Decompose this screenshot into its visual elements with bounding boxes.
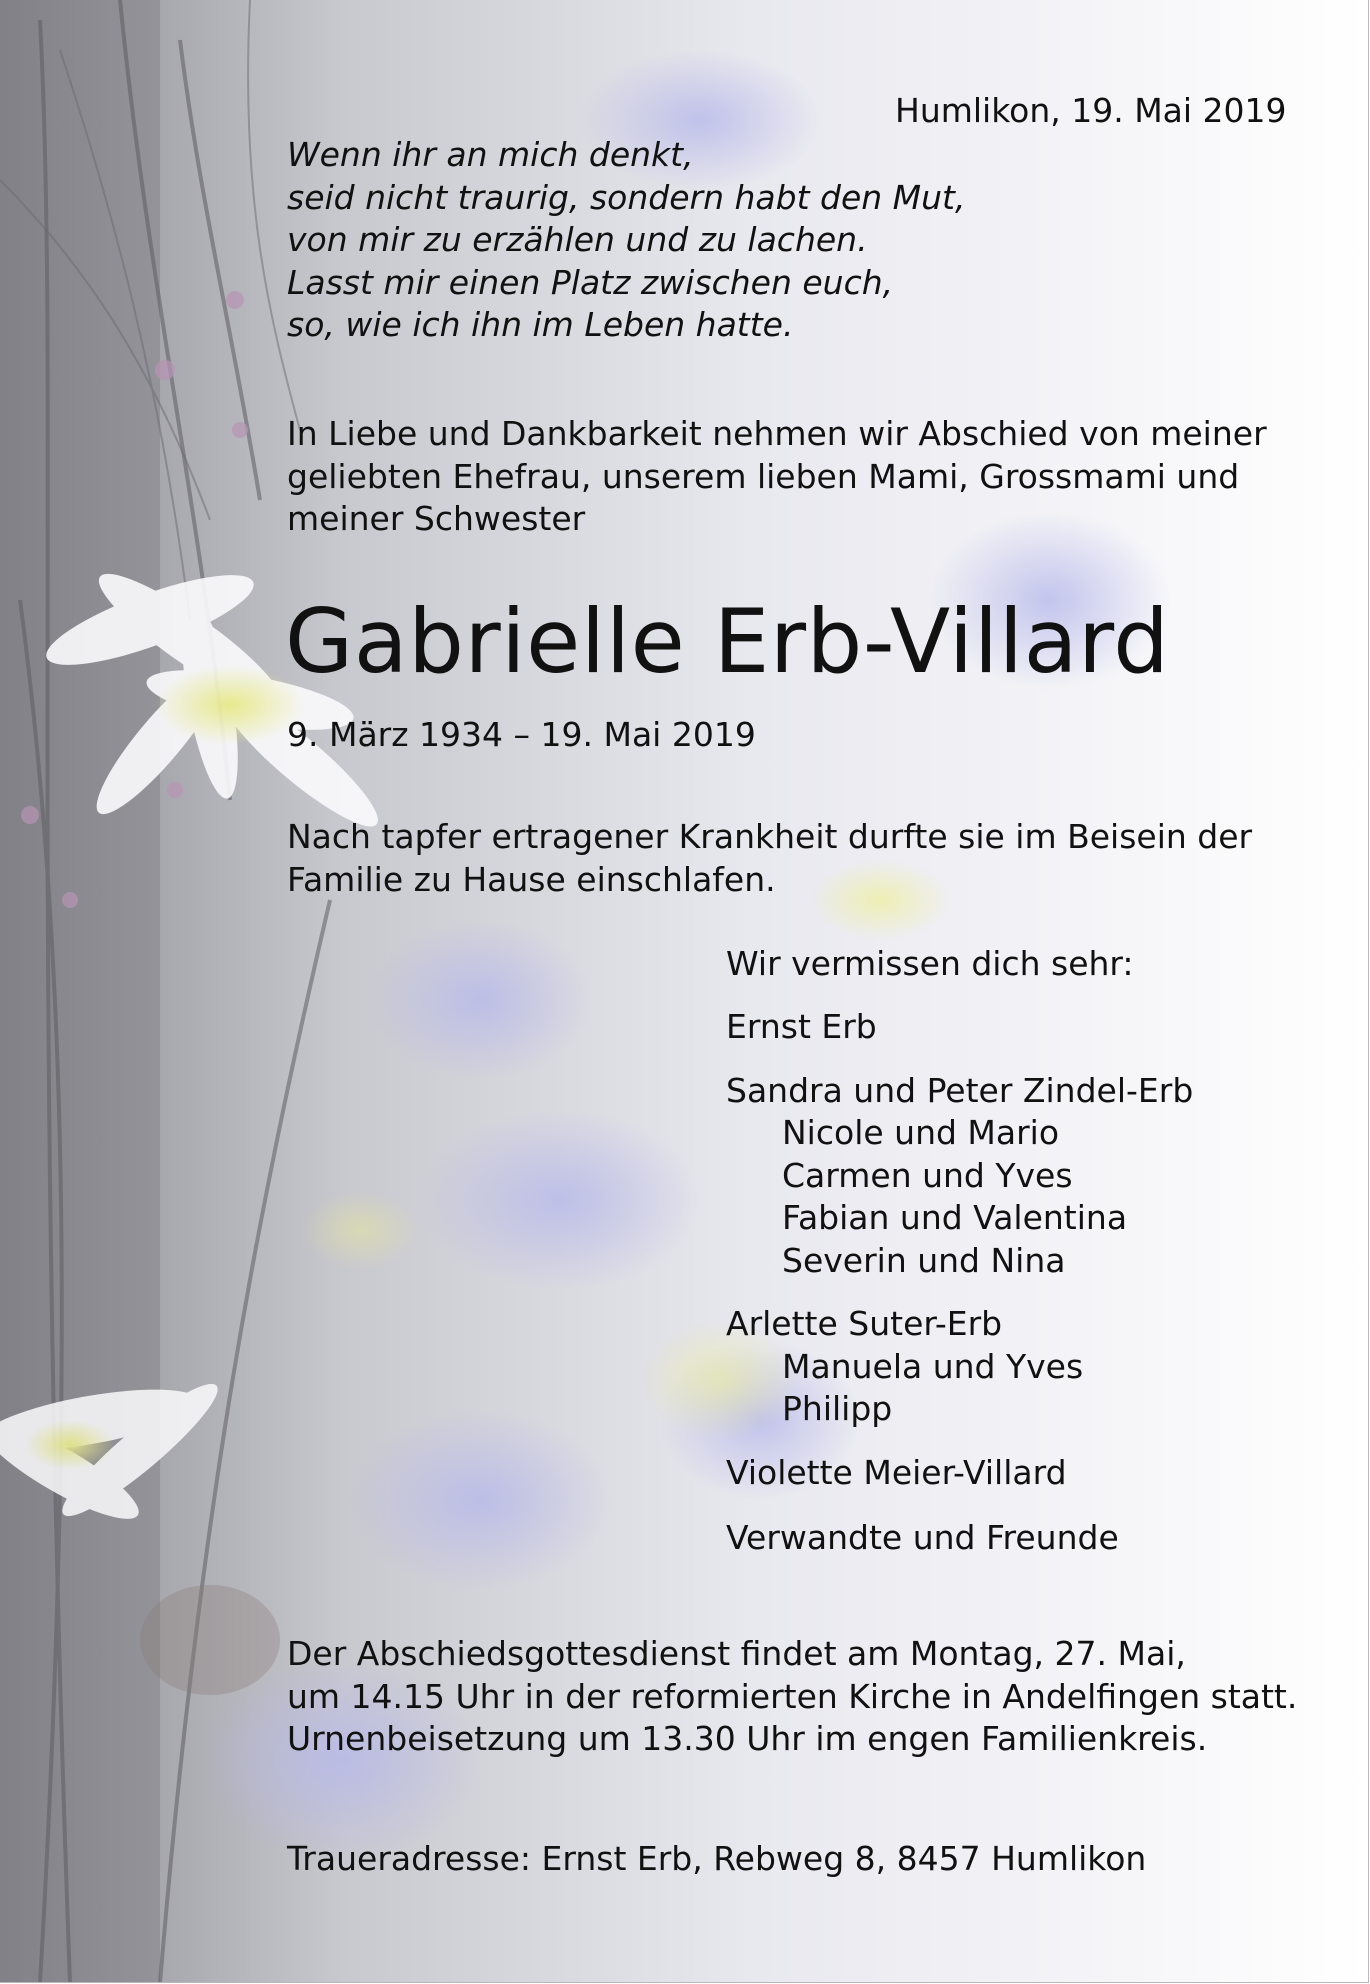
intro-line: In Liebe und Dankbarkeit nehmen wir Abschied von meiner bbox=[287, 414, 1267, 453]
service-line: um 14.15 Uhr in der reformierten Kirche in Andelfingen statt. bbox=[287, 1677, 1298, 1716]
poem-line: von mir zu erzählen und zu lachen. bbox=[287, 220, 868, 259]
poem-line: so, wie ich ihn im Leben hatte. bbox=[287, 305, 794, 344]
mourner-grandchild: Nicole und Mario bbox=[782, 1113, 1060, 1152]
mourning-address: Traueradresse: Ernst Erb, Rebweg 8, 8457 Humlikon bbox=[287, 1839, 1147, 1878]
intro-line: geliebten Ehefrau, unserem lieben Mami, Grossmami und bbox=[287, 457, 1240, 496]
poem-line: Lasst mir einen Platz zwischen euch, bbox=[287, 263, 894, 302]
mourner-grandchild: Severin und Nina bbox=[782, 1241, 1066, 1280]
mourners-heading: Wir vermissen dich sehr: bbox=[726, 944, 1134, 983]
service-line: Urnenbeisetzung um 13.30 Uhr im engen Familienkreis. bbox=[287, 1719, 1208, 1758]
mourner-grandchild: Manuela und Yves bbox=[782, 1347, 1084, 1386]
mourner-grandchild: Fabian und Valentina bbox=[782, 1198, 1128, 1237]
poem-line: Wenn ihr an mich denkt, bbox=[287, 135, 694, 174]
mourner-spouse: Ernst Erb bbox=[726, 1007, 877, 1046]
mourner-family: Arlette Suter-Erb bbox=[726, 1304, 1003, 1343]
place-date: Humlikon, 19. Mai 2019 bbox=[895, 91, 1287, 130]
mourner-grandchild: Carmen und Yves bbox=[782, 1156, 1073, 1195]
passing-line: Familie zu Hause einschlafen. bbox=[287, 860, 776, 899]
poem-line: seid nicht traurig, sondern habt den Mut, bbox=[287, 178, 966, 217]
mourner-family: Sandra und Peter Zindel-Erb bbox=[726, 1071, 1194, 1110]
mourner-others: Verwandte und Freunde bbox=[726, 1518, 1119, 1557]
mourner-sibling: Violette Meier-Villard bbox=[726, 1453, 1067, 1492]
service-line: Der Abschiedsgottesdienst findet am Montag, 27. Mai, bbox=[287, 1634, 1186, 1673]
life-dates: 9. März 1934 – 19. Mai 2019 bbox=[287, 715, 756, 754]
intro-line: meiner Schwester bbox=[287, 499, 586, 538]
deceased-name: Gabrielle Erb-Villard bbox=[285, 590, 1170, 693]
passing-line: Nach tapfer ertragener Krankheit durfte sie im Beisein der bbox=[287, 817, 1253, 856]
mourner-grandchild: Philipp bbox=[782, 1389, 893, 1428]
